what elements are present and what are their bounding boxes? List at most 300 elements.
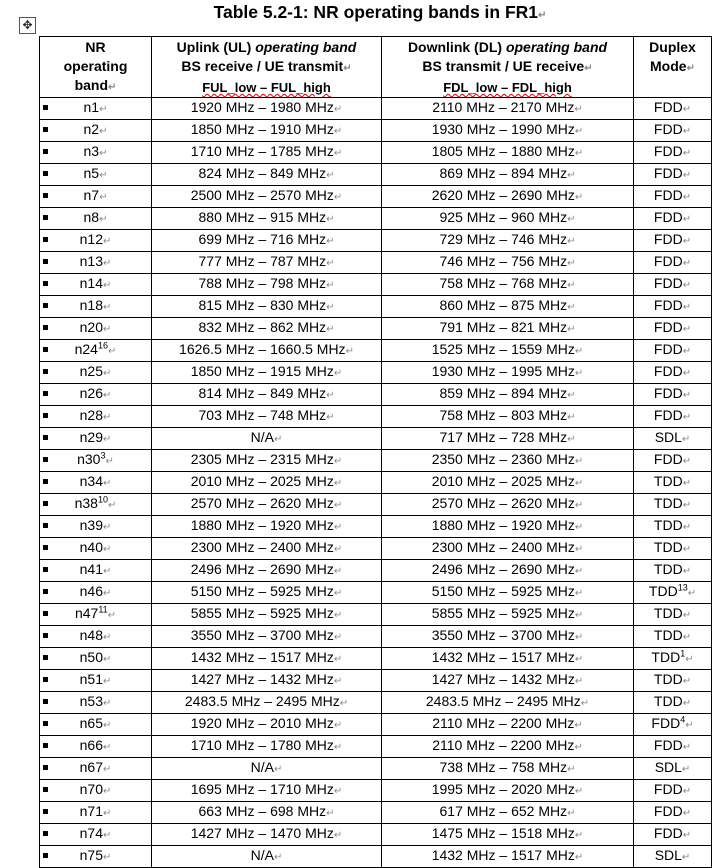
downlink-value: 2350 MHz – 2360 MHz	[431, 451, 575, 467]
downlink-cell	[382, 714, 634, 736]
band-value: n1	[83, 99, 100, 115]
downlink-cell	[382, 692, 634, 714]
band-value: n13	[79, 253, 103, 269]
uplink-cell	[152, 120, 382, 142]
uplink-cell	[152, 428, 382, 450]
paragraph-mark-icon: ↵	[333, 742, 343, 753]
paragraph-mark-icon: ↵	[107, 610, 117, 621]
uplink-cell	[152, 626, 382, 648]
bullet-icon	[43, 193, 48, 198]
table-row	[40, 692, 712, 714]
duplex-cell	[634, 758, 712, 780]
downlink-value: 791 MHz – 821 MHz	[439, 319, 568, 335]
downlink-cell	[382, 648, 634, 670]
paragraph-mark-icon: ↵	[107, 346, 117, 357]
duplex-value: TDD	[653, 693, 683, 709]
downlink-cell	[382, 296, 634, 318]
bullet-icon	[43, 787, 48, 792]
bullet-icon	[43, 721, 48, 726]
uplink-value: 1626.5 MHz – 1660.5 MHz	[179, 341, 346, 357]
band-value: n14	[79, 275, 103, 291]
paragraph-mark-icon: ↵	[102, 390, 112, 401]
downlink-cell	[382, 604, 634, 626]
uplink-value: 2300 MHz – 2400 MHz	[190, 539, 334, 555]
paragraph-mark-icon: ↵	[102, 588, 112, 599]
uplink-cell	[152, 318, 382, 340]
uplink-value: 1695 MHz – 1710 MHz	[190, 781, 334, 797]
bullet-icon	[43, 413, 48, 418]
paragraph-mark-icon: ↵	[107, 500, 117, 511]
paragraph-mark-icon: ↵	[102, 830, 112, 841]
downlink-cell	[382, 186, 634, 208]
bullet-icon	[43, 127, 48, 132]
bullet-icon	[43, 655, 48, 660]
band-value: n28	[79, 407, 103, 423]
band-cell	[40, 824, 152, 846]
header-band-line1: NR	[85, 39, 106, 55]
bullet-icon	[43, 479, 48, 484]
downlink-value: 1930 MHz – 1990 MHz	[431, 121, 575, 137]
table-row	[40, 626, 712, 648]
paragraph-mark-icon: ↵	[574, 544, 584, 555]
duplex-value: FDD	[653, 209, 683, 225]
downlink-cell	[382, 824, 634, 846]
band-value: n70	[79, 781, 103, 797]
header-dl-line3: FDL_low – FDL_high	[443, 80, 572, 95]
downlink-cell	[382, 340, 634, 362]
downlink-value: 758 MHz – 803 MHz	[439, 407, 568, 423]
band-cell	[40, 780, 152, 802]
table-row	[40, 428, 712, 450]
paragraph-mark-icon: ↵	[326, 324, 335, 335]
header-downlink	[382, 37, 634, 98]
uplink-value: 1850 MHz – 1915 MHz	[190, 363, 334, 379]
band-value: n75	[79, 847, 103, 863]
paragraph-mark-icon: ↵	[574, 830, 584, 841]
band-value: n7	[83, 187, 100, 203]
downlink-value: 2483.5 MHz – 2495 MHz	[425, 693, 581, 709]
downlink-cell	[382, 142, 634, 164]
uplink-value: 1427 MHz – 1470 MHz	[190, 825, 334, 841]
paragraph-mark-icon: ↵	[339, 698, 349, 709]
paragraph-mark-icon: ↵	[681, 764, 691, 775]
downlink-cell	[382, 120, 634, 142]
paragraph-mark-icon: ↵	[682, 148, 692, 159]
table-row	[40, 604, 712, 626]
band-cell	[40, 450, 152, 472]
paragraph-mark-icon: ↵	[333, 500, 343, 511]
duplex-value: SDL	[654, 759, 682, 775]
uplink-value: 880 MHz – 915 MHz	[198, 209, 327, 225]
band-cell	[40, 186, 152, 208]
duplex-value: TDD	[651, 649, 681, 665]
downlink-cell	[382, 516, 634, 538]
band-footnote: 11	[98, 604, 108, 615]
paragraph-mark-icon: ↵	[273, 434, 283, 445]
uplink-value: 3550 MHz – 3700 MHz	[190, 627, 334, 643]
duplex-cell	[634, 98, 712, 120]
duplex-cell	[634, 846, 712, 868]
paragraph-mark-icon: ↵	[574, 610, 584, 621]
band-cell	[40, 604, 152, 626]
downlink-value: 717 MHz – 728 MHz	[439, 429, 568, 445]
downlink-cell	[382, 230, 634, 252]
duplex-value: FDD	[653, 363, 683, 379]
bullet-icon	[43, 303, 48, 308]
bullet-icon	[43, 325, 48, 330]
uplink-value: 824 MHz – 849 MHz	[198, 165, 327, 181]
band-cell	[40, 428, 152, 450]
uplink-value: 832 MHz – 862 MHz	[198, 319, 327, 335]
paragraph-mark-icon: ↵	[333, 456, 343, 467]
downlink-cell	[382, 538, 634, 560]
paragraph-mark-icon: ↵	[567, 764, 576, 775]
bullet-icon	[43, 589, 48, 594]
paragraph-mark-icon: ↵	[682, 544, 692, 555]
table-title	[0, 2, 720, 23]
duplex-cell	[634, 824, 712, 846]
paragraph-mark-icon: ↵	[102, 544, 112, 555]
paragraph-mark-icon: ↵	[567, 302, 576, 313]
mode-footnote: 4	[680, 714, 686, 725]
header-ul-line3: FUL_low – FUL_high	[202, 80, 331, 95]
downlink-cell	[382, 472, 634, 494]
duplex-value: TDD	[653, 627, 683, 643]
downlink-value: 2620 MHz – 2690 MHz	[431, 187, 575, 203]
paragraph-mark-icon: ↵	[108, 82, 117, 93]
paragraph-mark-icon: ↵	[574, 346, 584, 357]
header-uplink	[152, 37, 382, 98]
paragraph-mark-icon: ↵	[102, 632, 112, 643]
table-row	[40, 494, 712, 516]
band-value: n20	[79, 319, 103, 335]
duplex-value: FDD	[653, 825, 683, 841]
table-row	[40, 824, 712, 846]
downlink-value: 5855 MHz – 5925 MHz	[431, 605, 575, 621]
paragraph-mark-icon: ↵	[326, 214, 335, 225]
duplex-value: FDD	[653, 165, 683, 181]
uplink-value: 663 MHz – 698 MHz	[198, 803, 327, 819]
downlink-value: 3550 MHz – 3700 MHz	[431, 627, 575, 643]
duplex-cell	[634, 252, 712, 274]
uplink-value: 1427 MHz – 1432 MHz	[190, 671, 334, 687]
header-ul-line1b: operating band	[255, 39, 357, 55]
bullet-icon	[43, 149, 48, 154]
bullet-icon	[43, 567, 48, 572]
paragraph-mark-icon: ↵	[574, 456, 584, 467]
paragraph-mark-icon: ↵	[574, 368, 584, 379]
paragraph-mark-icon: ↵	[682, 742, 692, 753]
header-duplex	[634, 37, 712, 98]
band-value: n39	[79, 517, 103, 533]
paragraph-mark-icon: ↵	[682, 192, 692, 203]
downlink-value: 1805 MHz – 1880 MHz	[431, 143, 575, 159]
paragraph-mark-icon: ↵	[102, 808, 112, 819]
paragraph-mark-icon: ↵	[574, 742, 583, 753]
band-cell	[40, 714, 152, 736]
uplink-value: 815 MHz – 830 MHz	[198, 297, 327, 313]
paragraph-mark-icon: ↵	[682, 126, 692, 137]
table-row	[40, 406, 712, 428]
paragraph-mark-icon: ↵	[102, 676, 112, 687]
paragraph-mark-icon: ↵	[584, 63, 593, 74]
uplink-cell	[152, 758, 382, 780]
paragraph-mark-icon: ↵	[574, 566, 584, 577]
bullet-icon	[43, 501, 48, 506]
duplex-value: TDD	[653, 605, 683, 621]
duplex-cell	[634, 340, 712, 362]
bullet-icon	[43, 523, 48, 528]
table-row	[40, 802, 712, 824]
table-row	[40, 142, 712, 164]
duplex-cell	[634, 142, 712, 164]
downlink-cell	[382, 406, 634, 428]
table-row	[40, 208, 712, 230]
duplex-value: SDL	[654, 847, 682, 863]
uplink-cell	[152, 384, 382, 406]
paragraph-mark-icon: ↵	[326, 302, 335, 313]
band-cell	[40, 230, 152, 252]
band-value: n18	[79, 297, 103, 313]
paragraph-mark-icon: ↵	[273, 764, 283, 775]
uplink-value: 1850 MHz – 1910 MHz	[190, 121, 334, 137]
band-cell	[40, 516, 152, 538]
paragraph-mark-icon: ↵	[333, 522, 343, 533]
uplink-cell	[152, 582, 382, 604]
header-band-line3: band	[74, 77, 109, 93]
band-cell	[40, 340, 152, 362]
paragraph-mark-icon: ↵	[574, 478, 584, 489]
paragraph-mark-icon: ↵	[99, 126, 108, 137]
downlink-value: 729 MHz – 746 MHz	[439, 231, 568, 247]
band-value: n71	[79, 803, 103, 819]
duplex-value: FDD	[653, 253, 683, 269]
duplex-value: FDD	[653, 341, 683, 357]
paragraph-mark-icon: ↵	[343, 63, 352, 74]
duplex-value: FDD	[653, 121, 683, 137]
paragraph-mark-icon: ↵	[102, 720, 112, 731]
bullet-icon	[43, 435, 48, 440]
uplink-cell	[152, 450, 382, 472]
uplink-cell	[152, 692, 382, 714]
downlink-cell	[382, 362, 634, 384]
paragraph-mark-icon: ↵	[574, 852, 584, 863]
table-row	[40, 340, 712, 362]
paragraph-mark-icon: ↵	[682, 500, 692, 511]
downlink-value: 2496 MHz – 2690 MHz	[431, 561, 575, 577]
mode-footnote: 13	[677, 582, 688, 593]
uplink-value: 2500 MHz – 2570 MHz	[190, 187, 334, 203]
paragraph-mark-icon: ↵	[333, 654, 343, 665]
paragraph-mark-icon: ↵	[682, 258, 692, 269]
uplink-cell	[152, 406, 382, 428]
duplex-value: SDL	[654, 429, 682, 445]
downlink-cell	[382, 560, 634, 582]
paragraph-mark-icon: ↵	[333, 544, 343, 555]
paragraph-mark-icon: ↵	[99, 192, 108, 203]
paragraph-mark-icon: ↵	[682, 808, 692, 819]
uplink-cell	[152, 516, 382, 538]
bullet-icon	[43, 743, 48, 748]
paragraph-mark-icon: ↵	[102, 764, 112, 775]
paragraph-mark-icon: ↵	[333, 368, 343, 379]
paragraph-mark-icon: ↵	[682, 456, 692, 467]
band-value: n25	[79, 363, 103, 379]
downlink-cell	[382, 736, 634, 758]
uplink-cell	[152, 560, 382, 582]
duplex-value: TDD	[653, 561, 683, 577]
paragraph-mark-icon: ↵	[567, 434, 576, 445]
duplex-cell	[634, 208, 712, 230]
band-cell	[40, 736, 152, 758]
paragraph-mark-icon: ↵	[567, 236, 576, 247]
bullet-icon	[43, 677, 48, 682]
duplex-cell	[634, 472, 712, 494]
table-row	[40, 736, 712, 758]
band-value: n50	[79, 649, 103, 665]
paragraph-mark-icon: ↵	[685, 654, 694, 665]
band-value: n38	[74, 495, 98, 511]
downlink-value: 2110 MHz – 2200 MHz	[432, 715, 575, 731]
downlink-value: 1427 MHz – 1432 MHz	[431, 671, 575, 687]
band-value: n51	[79, 671, 103, 687]
band-cell	[40, 582, 152, 604]
downlink-value: 746 MHz – 756 MHz	[439, 253, 568, 269]
paragraph-mark-icon: ↵	[580, 698, 590, 709]
table-row	[40, 120, 712, 142]
paragraph-mark-icon: ↵	[99, 170, 108, 181]
band-value: n67	[79, 759, 103, 775]
paragraph-mark-icon: ↵	[102, 434, 112, 445]
duplex-cell	[634, 428, 712, 450]
band-cell	[40, 494, 152, 516]
paragraph-mark-icon: ↵	[574, 104, 583, 115]
duplex-cell	[634, 274, 712, 296]
downlink-cell	[382, 428, 634, 450]
duplex-value: FDD	[653, 143, 683, 159]
paragraph-mark-icon: ↵	[682, 478, 692, 489]
downlink-value: 925 MHz – 960 MHz	[439, 209, 568, 225]
bullet-icon	[43, 237, 48, 242]
paragraph-mark-icon: ↵	[574, 126, 584, 137]
table-move-handle-icon[interactable]: ✥	[19, 17, 36, 34]
duplex-value: FDD	[653, 803, 683, 819]
downlink-cell	[382, 450, 634, 472]
paragraph-mark-icon: ↵	[102, 324, 112, 335]
duplex-cell	[634, 560, 712, 582]
header-dl-line2: BS transmit / UE receive	[422, 58, 585, 74]
paragraph-mark-icon: ↵	[682, 610, 692, 621]
paragraph-mark-icon: ↵	[682, 170, 692, 181]
table-row	[40, 560, 712, 582]
paragraph-mark-icon: ↵	[333, 148, 343, 159]
paragraph-mark-icon: ↵	[333, 786, 343, 797]
paragraph-mark-icon: ↵	[102, 522, 112, 533]
uplink-cell	[152, 472, 382, 494]
bullet-icon	[43, 853, 48, 858]
uplink-cell	[152, 186, 382, 208]
band-value: n46	[79, 583, 103, 599]
uplink-cell	[152, 296, 382, 318]
downlink-cell	[382, 780, 634, 802]
duplex-cell	[634, 538, 712, 560]
paragraph-mark-icon: ↵	[326, 280, 335, 291]
paragraph-mark-icon: ↵	[574, 588, 584, 599]
uplink-value: 1920 MHz – 1980 MHz	[190, 99, 334, 115]
bullet-icon	[43, 347, 48, 352]
paragraph-mark-icon: ↵	[333, 632, 343, 643]
header-ul-line1a: Uplink (UL)	[176, 39, 256, 55]
uplink-value: 2496 MHz – 2690 MHz	[190, 561, 334, 577]
uplink-cell	[152, 780, 382, 802]
duplex-value: FDD	[653, 737, 683, 753]
table-row	[40, 538, 712, 560]
band-cell	[40, 362, 152, 384]
paragraph-mark-icon: ↵	[687, 588, 697, 599]
paragraph-mark-icon: ↵	[102, 742, 112, 753]
band-cell	[40, 252, 152, 274]
paragraph-mark-icon: ↵	[681, 434, 691, 445]
band-value: n34	[79, 473, 103, 489]
band-value: n66	[79, 737, 103, 753]
bullet-icon	[43, 831, 48, 836]
paragraph-mark-icon: ↵	[567, 324, 576, 335]
band-value: n3	[83, 143, 100, 159]
paragraph-mark-icon: ↵	[682, 830, 692, 841]
paragraph-mark-icon: ↵	[682, 214, 692, 225]
downlink-cell	[382, 626, 634, 648]
duplex-cell	[634, 296, 712, 318]
downlink-value: 1930 MHz – 1995 MHz	[431, 363, 575, 379]
uplink-cell	[152, 252, 382, 274]
downlink-value: 758 MHz – 768 MHz	[439, 275, 568, 291]
paragraph-mark-icon: ↵	[574, 522, 584, 533]
band-value: n24	[74, 341, 98, 357]
downlink-value: 859 MHz – 894 MHz	[439, 385, 568, 401]
uplink-cell	[152, 802, 382, 824]
table-row	[40, 318, 712, 340]
paragraph-mark-icon: ↵	[102, 236, 112, 247]
band-cell	[40, 758, 152, 780]
paragraph-mark-icon: ↵	[567, 280, 576, 291]
duplex-cell	[634, 164, 712, 186]
bullet-icon	[43, 105, 48, 110]
duplex-cell	[634, 648, 712, 670]
table-title-text: Table 5.2-1: NR operating bands in FR1	[213, 2, 539, 22]
band-value: n29	[79, 429, 103, 445]
downlink-cell	[382, 384, 634, 406]
bullet-icon	[43, 215, 48, 220]
header-dl-line1b: operating band	[505, 39, 608, 55]
duplex-value: FDD	[653, 319, 683, 335]
paragraph-mark-icon: ↵	[326, 236, 335, 247]
table-row	[40, 648, 712, 670]
uplink-value: 2305 MHz – 2315 MHz	[190, 451, 334, 467]
band-value: n5	[83, 165, 100, 181]
duplex-value: TDD	[653, 495, 683, 511]
duplex-value: FDD	[653, 781, 683, 797]
band-value: n30	[77, 451, 101, 467]
downlink-value: 5150 MHz – 5925 MHz	[431, 583, 575, 599]
table-row	[40, 230, 712, 252]
band-value: n41	[79, 561, 103, 577]
band-cell	[40, 406, 152, 428]
band-cell	[40, 802, 152, 824]
uplink-value: 1880 MHz – 1920 MHz	[190, 517, 334, 533]
downlink-value: 1432 MHz – 1517 MHz	[431, 847, 575, 863]
paragraph-mark-icon: ↵	[333, 830, 343, 841]
band-value: n47	[74, 605, 99, 621]
